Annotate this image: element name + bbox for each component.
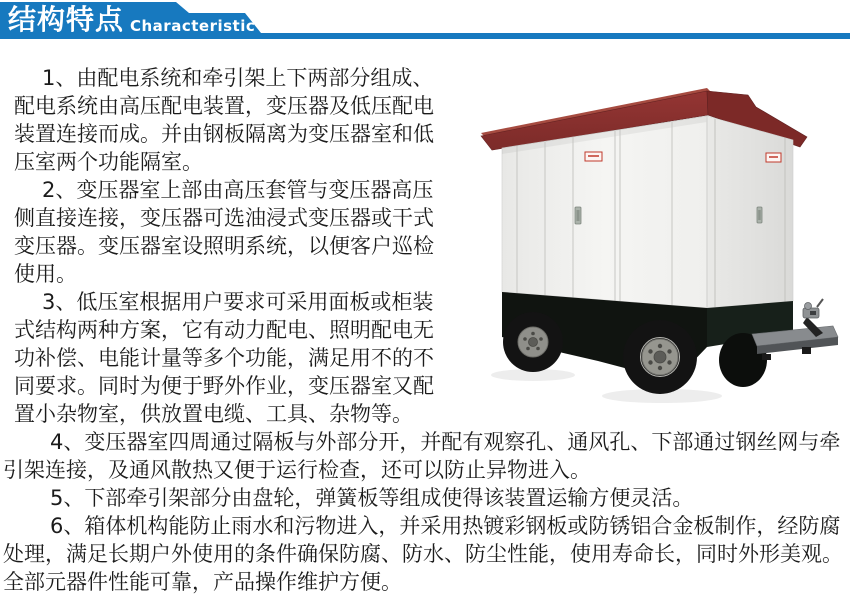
header-banner [0, 0, 850, 40]
paragraph-line: 3、低压室根据用户要求可采用面板或柜装 [42, 290, 434, 314]
page-subtitle: Characteristic [130, 17, 256, 35]
front-door-handle [575, 207, 581, 224]
paragraph-line: 1、由配电系统和牵引架上下两部分组成、 [42, 66, 434, 90]
paragraph-line: 同要求。同时为便于野外作业，变压器室又配 [14, 374, 434, 398]
feature-list-wide [3, 428, 849, 596]
paragraph-line: 5、下部牵引架部分由盘轮，弹簧板等组成使得该装置运输方便灵活。 [50, 486, 694, 510]
paragraph-line: 全部元器件性能可靠，产品操作维护方便。 [3, 570, 402, 594]
paragraph-line: 使用。 [14, 262, 77, 286]
header-banner-shape [0, 2, 850, 39]
paragraph-line: 压室两个功能隔室。 [14, 150, 203, 174]
wheel-rear [623, 320, 697, 394]
paragraph-line: 功补偿、电能计量等多个功能，满足用不的不 [14, 346, 434, 370]
side-door-handle [757, 207, 762, 223]
product-photo [470, 65, 850, 430]
paragraph-line: 引架连接，及通风散热又便于运行检查，还可以防止异物进入。 [3, 458, 591, 482]
paragraph-line: 置小杂物室，供放置电缆、工具、杂物等。 [14, 402, 413, 426]
paragraph-line: 变压器。变压器室设照明系统，以便客户巡检 [14, 234, 434, 258]
paragraph-line: 配电系统由高压配电装置，变压器及低压配电 [14, 94, 434, 118]
paragraph-line: 式结构两种方案，它有动力配电、照明配电无 [14, 318, 434, 342]
wheel-front [503, 312, 563, 372]
feature-list-narrow [14, 64, 474, 428]
front-name-plate [585, 152, 602, 161]
paragraph-line: 4、变压器室四周通过隔板与外部分开，并配有观察孔、通风孔、下部通过钢丝网与牵 [50, 430, 841, 454]
side-name-plate [766, 153, 781, 162]
paragraph-line: 6、箱体机构能防止雨水和污物进入，并采用热镀彩钢板或防锈铝合金板制作，经防腐 [50, 514, 841, 538]
section-header [0, 0, 850, 40]
cabinet-side-face [707, 116, 793, 308]
page-title: 结构特点 [8, 3, 125, 36]
paragraph-line: 处理，满足长期户外使用的条件确保防腐、防水、防尘性能，使用寿命长，同时外形美观。 [3, 542, 843, 566]
paragraph-line: 装置连接而成。并由钢板隔离为变压器室和低 [14, 122, 434, 146]
paragraph-line: 2、变压器室上部由高压套管与变压器高压 [42, 178, 434, 202]
paragraph-line: 侧直接连接，变压器可选油浸式变压器或干式 [14, 206, 434, 230]
